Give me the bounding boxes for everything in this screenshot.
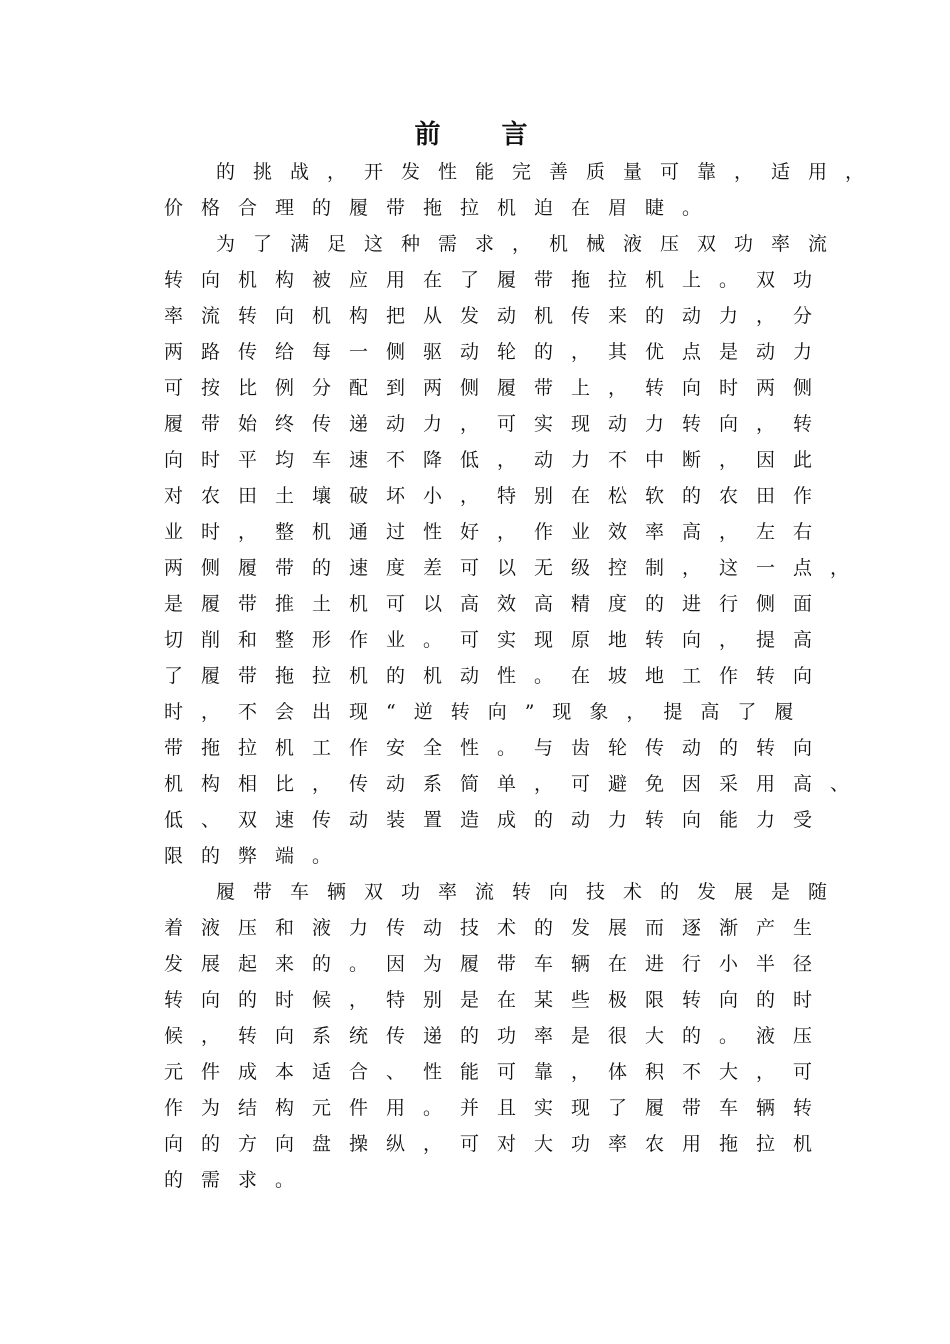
text-line: 向时平均车速不降低，动力不中断，因此 [164, 449, 831, 471]
text-line: 向的方向盘操纵，可对大功率农用拖拉机 [164, 1133, 831, 1155]
text-line: 了履带拖拉机的机动性。在坡地工作转向 [164, 665, 831, 687]
text-line: 履带车辆双功率流转向技术的发展是随 [216, 881, 846, 903]
text-line: 转向的时候，特别是在某些极限转向的时 [164, 989, 831, 1011]
text-line: 是履带推土机可以高效高精度的进行侧面 [164, 593, 831, 615]
text-line: 着液压和液力传动技术的发展而逐渐产生 [164, 917, 831, 939]
text-line: 两侧履带的速度差可以无级控制，这一点， [164, 557, 868, 579]
text-line: 低、双速传动装置造成的动力转向能力受 [164, 809, 831, 831]
text-line: 机构相比，传动系简单，可避免因采用高、 [164, 773, 868, 795]
text-line: 切削和整形作业。可实现原地转向，提高 [164, 629, 831, 651]
body-text [164, 154, 883, 1198]
text-line: 业时，整机通过性好，作业效率高，左右 [164, 521, 831, 543]
text-line: 元件成本适合、性能可靠，体积不大，可 [164, 1061, 831, 1083]
text-line: 率流转向机构把从发动机传来的动力，分 [164, 305, 831, 327]
text-line: 带拖拉机工作安全性。与齿轮传动的转向 [164, 737, 831, 759]
text-line: 价格合理的履带拖拉机迫在眉睫。 [164, 197, 720, 219]
text-line: 为了满足这种需求，机械液压双功率流 [216, 233, 846, 255]
text-line: 限的弊端。 [164, 845, 350, 867]
text-line: 的需求。 [164, 1169, 313, 1191]
text-line: 发展起来的。因为履带车辆在进行小半径 [164, 953, 831, 975]
text-line: 对农田土壤破坏小，特别在松软的农田作 [164, 485, 831, 507]
text-line: 可按比例分配到两侧履带上，转向时两侧 [164, 377, 831, 399]
text-line: 时，不会出现“逆转向”现象，提高了履 [164, 701, 812, 723]
text-line: 的挑战，开发性能完善质量可靠，适用， [216, 161, 883, 183]
text-line: 候，转向系统传递的功率是很大的。液压 [164, 1025, 831, 1047]
text-line: 作为结构元件用。并且实现了履带车辆转 [164, 1097, 831, 1119]
page-title: 前 言 [414, 120, 554, 150]
text-line: 转向机构被应用在了履带拖拉机上。双功 [164, 269, 831, 291]
text-line: 履带始终传递动力，可实现动力转向，转 [164, 413, 831, 435]
text-line: 两路传给每一侧驱动轮的，其优点是动力 [164, 341, 831, 363]
